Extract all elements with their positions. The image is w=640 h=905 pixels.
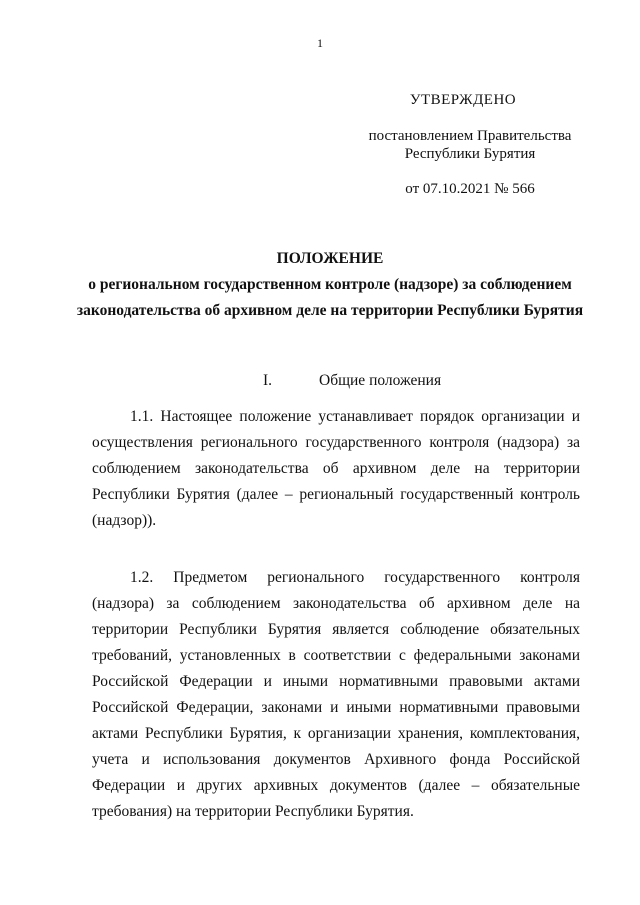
document-subtitle: о региональном государственном контроле (надзоре) за соблюдением законодательства об архивном деле на территории Республики Бурятия (76, 276, 584, 319)
paragraph-1-2: 1.2. Предметом регионального государственного контроля (надзора) за соблюдением законодательства об архивном деле на территории Республики Бурятия является соблюдение обязательных требований, установленных в соответствии с федеральными законами Российской Федерации и иными нормативными правовыми актами Российской Федерации, законами и иными нормативными правовыми актами Республики Бурятия, к организации хранения, комплектования, учета и использования документов Архивного фонда Российской Федерации и других архивных документов (далее – обязательные требования) на территории Республики Бурятия. (92, 569, 580, 820)
document-title: ПОЛОЖЕНИЕ (276, 250, 384, 267)
page-number: 1 (317, 36, 323, 50)
approval-region-line: Республики Бурятия (404, 146, 536, 162)
approval-stamp-title: УТВЕРЖДЕНО (409, 92, 517, 108)
paragraph-1-1: 1.1. Настоящее положение устанавливает порядок организации и осуществления регионального государственного контроля (надзора) за соблюдением законодательства об архивном деле на территории Республики Бурятия (далее – региональный государственный контроль (надзор)). (92, 408, 580, 529)
approval-date-line: от 07.10.2021 № 566 (405, 181, 535, 197)
approval-authority-line: постановлением Правительства (368, 128, 572, 144)
section-number: I. (263, 372, 273, 389)
document-title-block (70, 246, 590, 324)
section-title: Общие положения (319, 372, 442, 389)
